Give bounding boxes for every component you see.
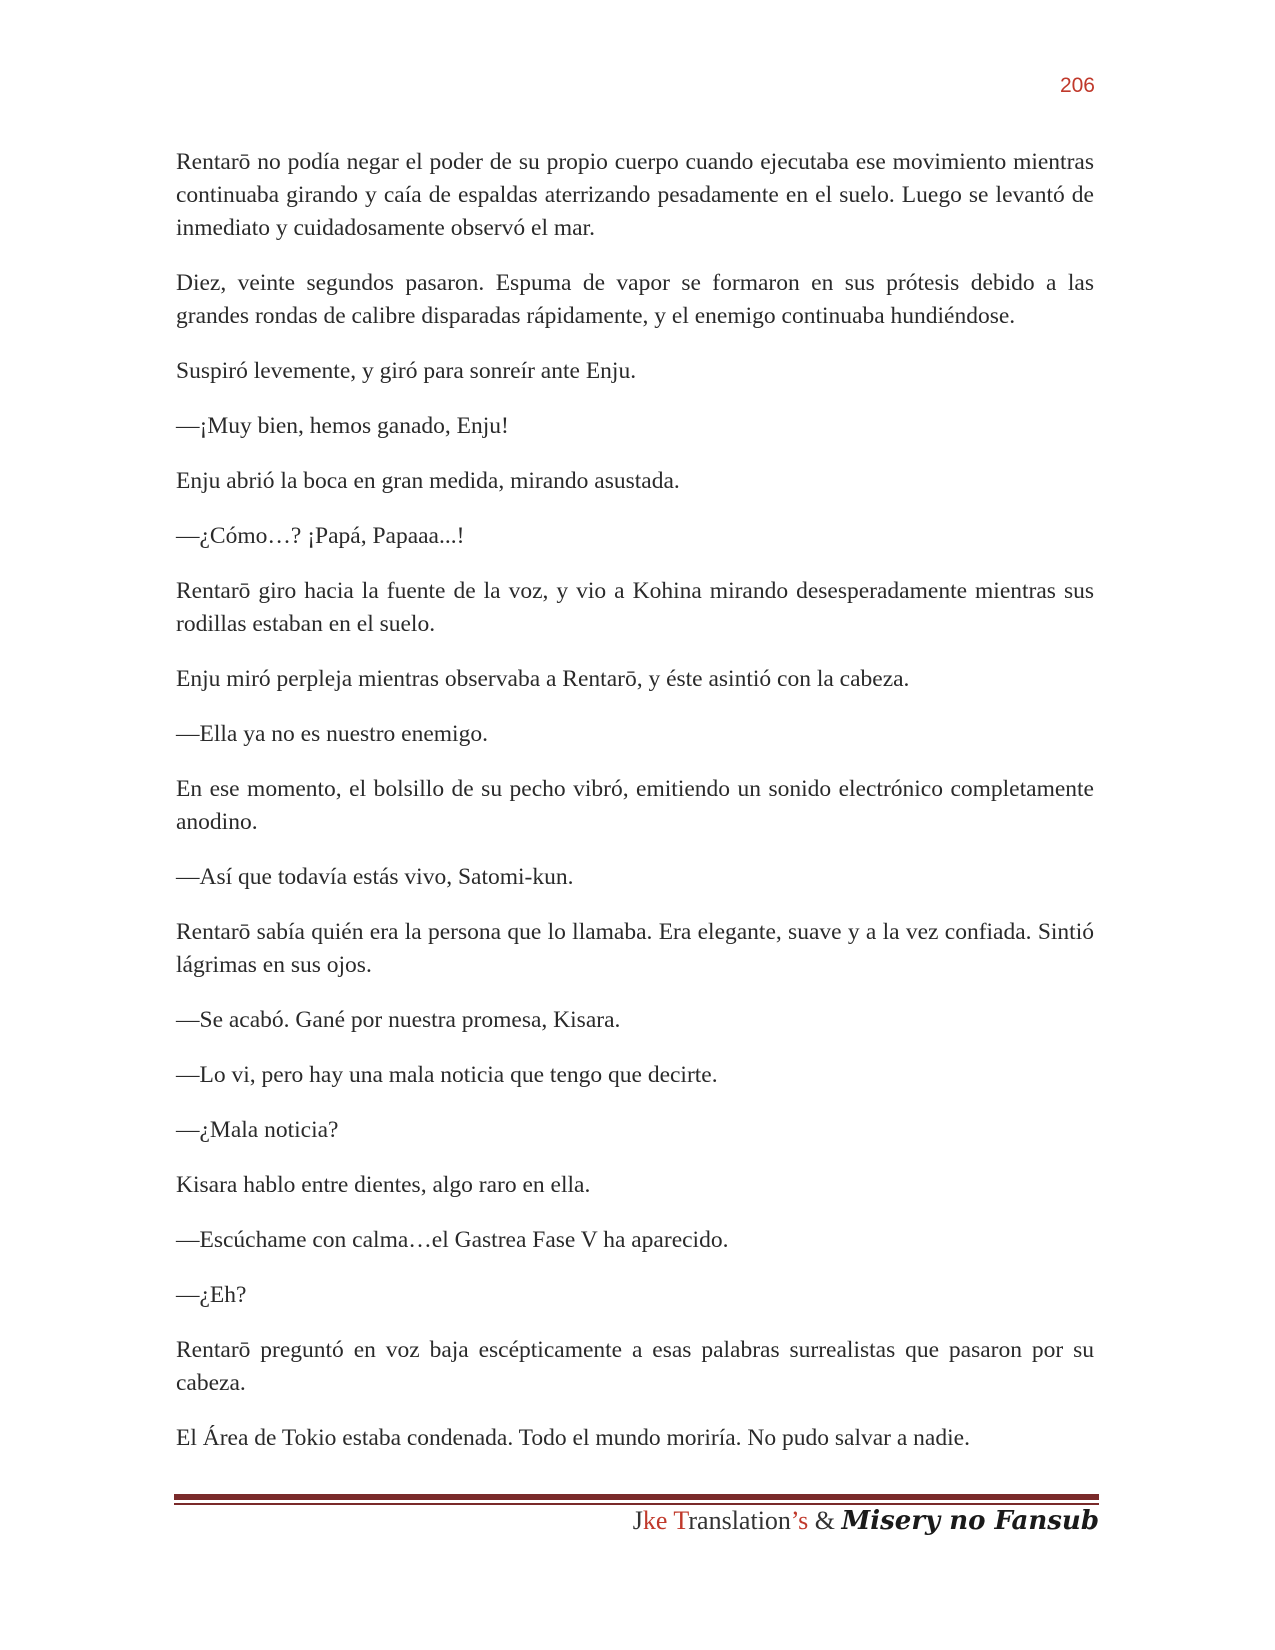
paragraph: Rentarō sabía quién era la persona que lo llamaba. Era elegante, suave y a la vez confiada. Sintió lágrimas en sus ojos. <box>176 919 1094 978</box>
paragraph: —¿Eh? <box>176 1282 247 1308</box>
paragraph: —Lo vi, pero hay una mala noticia que tengo que decirte. <box>176 1062 718 1088</box>
footer-credit-part: J <box>632 1506 643 1535</box>
paragraph: —Escúchame con calma…el Gastrea Fase V ha aparecido. <box>176 1227 729 1253</box>
paragraph: Enju abrió la boca en gran medida, mirando asustada. <box>176 468 680 494</box>
footer-credit <box>633 1506 1099 1536</box>
paragraph: Diez, veinte segundos pasaron. Espuma de vapor se formaron en sus prótesis debido a las grandes rondas de calibre disparadas rápidamente, y el enemigo continuaba hundiéndose. <box>176 270 1094 329</box>
footer-credit-part: ranslation <box>688 1506 791 1535</box>
paragraph: El Área de Tokio estaba condenada. Todo el mundo moriría. No pudo salvar a nadie. <box>176 1425 970 1451</box>
page-number: 206 <box>1059 74 1095 97</box>
footer-divider-thin <box>174 1503 1099 1505</box>
paragraph: Enju miró perpleja mientras observaba a Rentarō, y éste asintió con la cabeza. <box>176 666 910 692</box>
footer-divider-thick <box>174 1494 1099 1500</box>
paragraph: Kisara hablo entre dientes, algo raro en ella. <box>176 1172 591 1198</box>
footer-credit-part: ke <box>642 1506 674 1535</box>
paragraph: —Así que todavía estás vivo, Satomi-kun. <box>176 864 574 890</box>
paragraph: Rentarō preguntó en voz baja escépticamente a esas palabras surrealistas que pasaron por su cabeza. <box>176 1337 1094 1396</box>
paragraph: —¿Mala noticia? <box>176 1117 339 1143</box>
footer-credit-part: & <box>808 1506 842 1535</box>
paragraph: —¿Cómo…? ¡Papá, Papaaa...! <box>176 523 465 549</box>
footer-credit-script: Misery no Fansub <box>841 1506 1099 1536</box>
paragraph: Suspiró levemente, y giró para sonreír ante Enju. <box>176 358 637 384</box>
paragraph: —¡Muy bien, hemos ganado, Enju! <box>176 413 509 439</box>
footer-credit-part: T <box>673 1506 689 1535</box>
paragraph: —Ella ya no es nuestro enemigo. <box>176 721 488 747</box>
paragraph: Rentarō no podía negar el poder de su propio cuerpo cuando ejecutaba ese movimiento mientras continuaba girando y caía de espaldas aterrizando pesadamente en el suelo. Luego se levantó de inmediato y cuidadosamente observó el mar. <box>176 149 1094 241</box>
footer-divider <box>174 1494 1099 1505</box>
footer-credit-part: ’s <box>790 1506 809 1535</box>
body-text <box>176 146 1094 1477</box>
paragraph: En ese momento, el bolsillo de su pecho vibró, emitiendo un sonido electrónico completamente anodino. <box>176 776 1094 835</box>
paragraph: —Se acabó. Gané por nuestra promesa, Kisara. <box>176 1007 621 1033</box>
paragraph: Rentarō giro hacia la fuente de la voz, y vio a Kohina mirando desesperadamente mientras sus rodillas estaban en el suelo. <box>176 578 1094 637</box>
